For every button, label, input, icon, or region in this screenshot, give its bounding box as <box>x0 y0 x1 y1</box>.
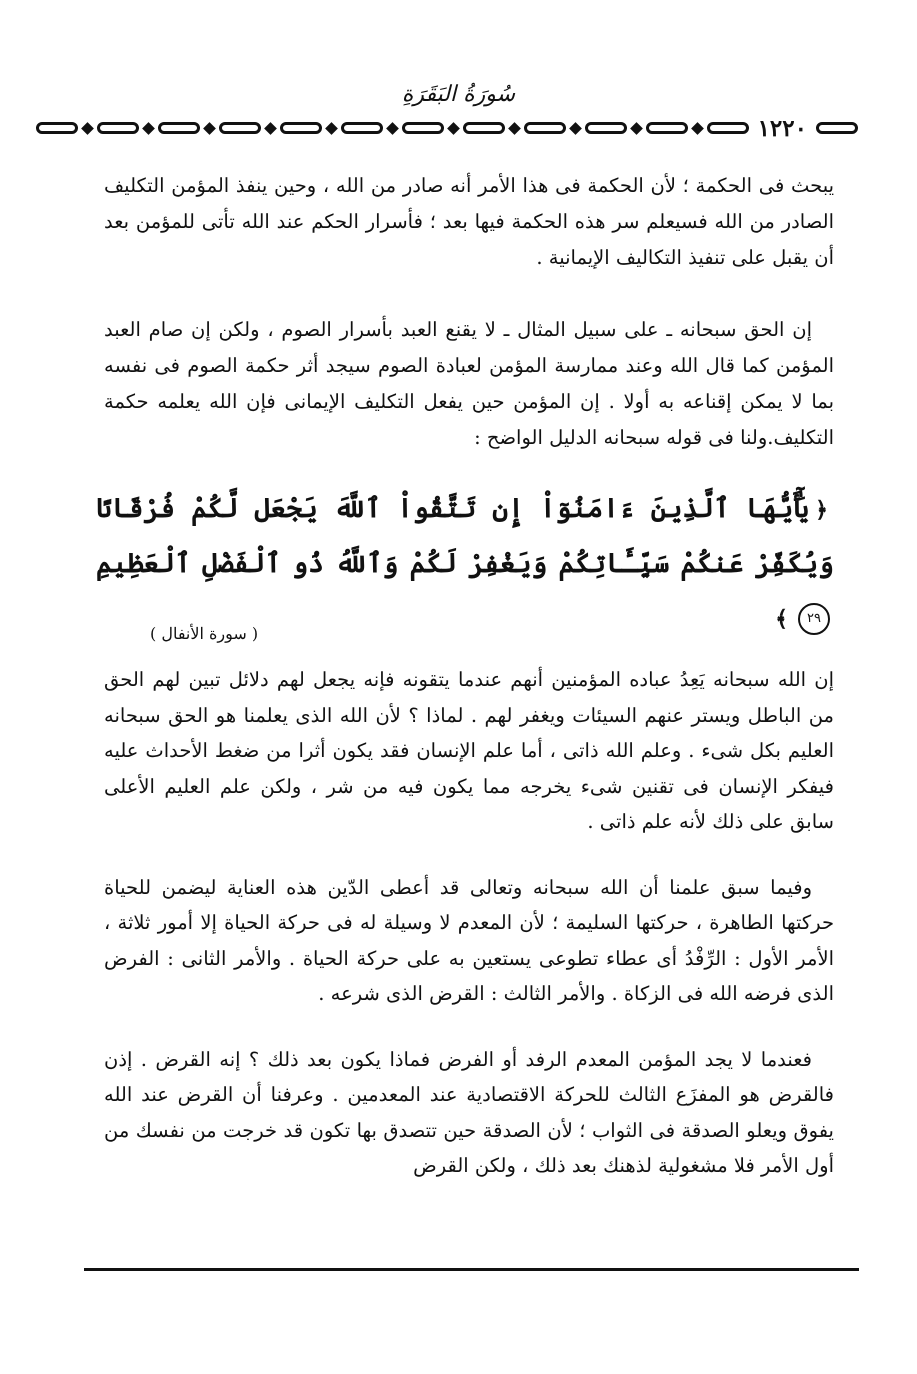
paragraph: إن الله سبحانه يَعِدُ عباده المؤمنين أنهم عندما يتقونه فإنه يجعل لهم دلائل تبين لهم الحق من الباطل ويستر عنهم السيئات ويغفر لهم . لماذا ؟ لأن الله الذى يعلمنا هو الحق سبحانه العليم بكل شىء . وعلم الله ذاتى ، أما علم الإنسان فقد يكون أثرا من ضغط الأحداث عليه فيفكر الإنسان فى تقنين شىء يخرجه مما يكون فيه من شر ، ولكن علم العليم الأعلى سابق على ذلك لأنه علم ذاتى . <box>104 668 834 833</box>
verse-open-bracket: ﴿ <box>815 497 828 523</box>
paragraph: وفيما سبق علمنا أن الله سبحانه وتعالى قد أعطى الدّين هذه العناية ليضمن للحياة حركتها الطاهرة ، حركتها السليمة ؛ لأن المعدم لا وسيلة له فى حركة الحياة إلا أمور ثلاثة ، الأمر الأول : الرِّفْدُ أى عطاء تطوعى يستعين به على حركة الحياة . والأمر الثانى : الفرض الذى فرضه الله فى الزكاة . والأمر الثالث : القرض الذى شرعه . <box>104 875 834 1005</box>
ornament-diamond <box>264 122 277 135</box>
ornament-diamond <box>691 122 704 135</box>
surah-title: سُورَةُ البَقَرَةِ <box>401 82 516 107</box>
paragraph: فعندما لا يجد المؤمن المعدم الرفد أو الفرض فماذا يكون بعد ذلك ؟ إنه القرض . إذن فالقرض هو المفزَع الثالث للحركة الاقتصادية عند المعدمين . وعرفنا أن القرض عند الله يفوق ويعلو الصدقة فى الثواب ؛ لأن الصدقة حين تتصدق بها تكون قد خرجت من نفسك من أول الأمر فلا مشغولية لذهنك بعد ذلك ، ولكن القرض <box>104 1047 834 1177</box>
ornament-diamond <box>142 122 155 135</box>
ornament-oval <box>402 122 444 134</box>
ornament-oval <box>585 122 627 134</box>
ornament-diamond <box>203 122 216 135</box>
ornament-diamond <box>569 122 582 135</box>
ornament-diamond <box>81 122 94 135</box>
ornament-diamond <box>447 122 460 135</box>
ornament-diamond <box>325 122 338 135</box>
ornament-diamond <box>630 122 643 135</box>
ornament-oval <box>463 122 505 134</box>
verse-text: يَٰٓأَيُّهَا ٱلَّذِينَ ءَامَنُوٓاْ إِن تَتَّقُواْ ٱللَّهَ يَجْعَل لَّكُمْ فُرْقَانًا وَيُكَفِّرْ عَنكُمْ سَيِّـَٔاتِكُمْ وَيَغْفِرْ لَكُمْ وَٱللَّهُ ذُو ٱلْفَضْلِ ٱلْعَظِيمِ <box>96 493 834 579</box>
ornament-oval <box>219 122 261 134</box>
header-ornament-band <box>58 116 858 140</box>
ornament-oval <box>524 122 566 134</box>
ornament-oval <box>646 122 688 134</box>
body-text-bottom <box>104 662 834 1184</box>
paragraph: يبحث فى الحكمة ؛ لأن الحكمة فى هذا الأمر أنه صادر من الله ، وحين ينفذ المؤمن التكليف الصادر من الله فسيعلم سر هذه الحكمة فيها بعد ؛ فأسرار الحكم عند الله تأتى للمؤمن بعد أن يقبل على تنفيذ التكاليف الإيمانية . <box>104 174 834 269</box>
verse-number-marker: ٢٩ <box>798 603 830 635</box>
ornament-oval <box>158 122 200 134</box>
ornament-oval <box>707 122 749 134</box>
ornament-diamond <box>386 122 399 135</box>
quran-verse <box>96 482 834 646</box>
footer-rule <box>84 1268 859 1271</box>
page-number: ١٢٢٠ <box>757 114 807 142</box>
body-text-top <box>104 168 834 456</box>
ornament-oval <box>97 122 139 134</box>
ornament-oval <box>280 122 322 134</box>
ornament-oval <box>341 122 383 134</box>
verse-close-bracket: ﴾ <box>775 606 788 632</box>
ornament-oval <box>36 122 78 134</box>
paragraph: إن الحق سبحانه ـ على سبيل المثال ـ لا يقنع العبد بأسرار الصوم ، ولكن إن صام العبد المؤمن كما قال الله وعند ممارسة المؤمن لعبادة الصوم سيجد أثر حكمة الصوم فى نفسه بما لا يمكن إقناعه به أولا . إن المؤمن حين يفعل التكليف الإيمانى فإن الله يعلمه حكمة التكليف.ولنا فى قوله سبحانه الدليل الواضح : <box>104 318 834 449</box>
surah-reference: ( سورة الأنفال ) <box>150 624 259 643</box>
ornament-oval <box>816 122 858 134</box>
ornament-diamond <box>508 122 521 135</box>
